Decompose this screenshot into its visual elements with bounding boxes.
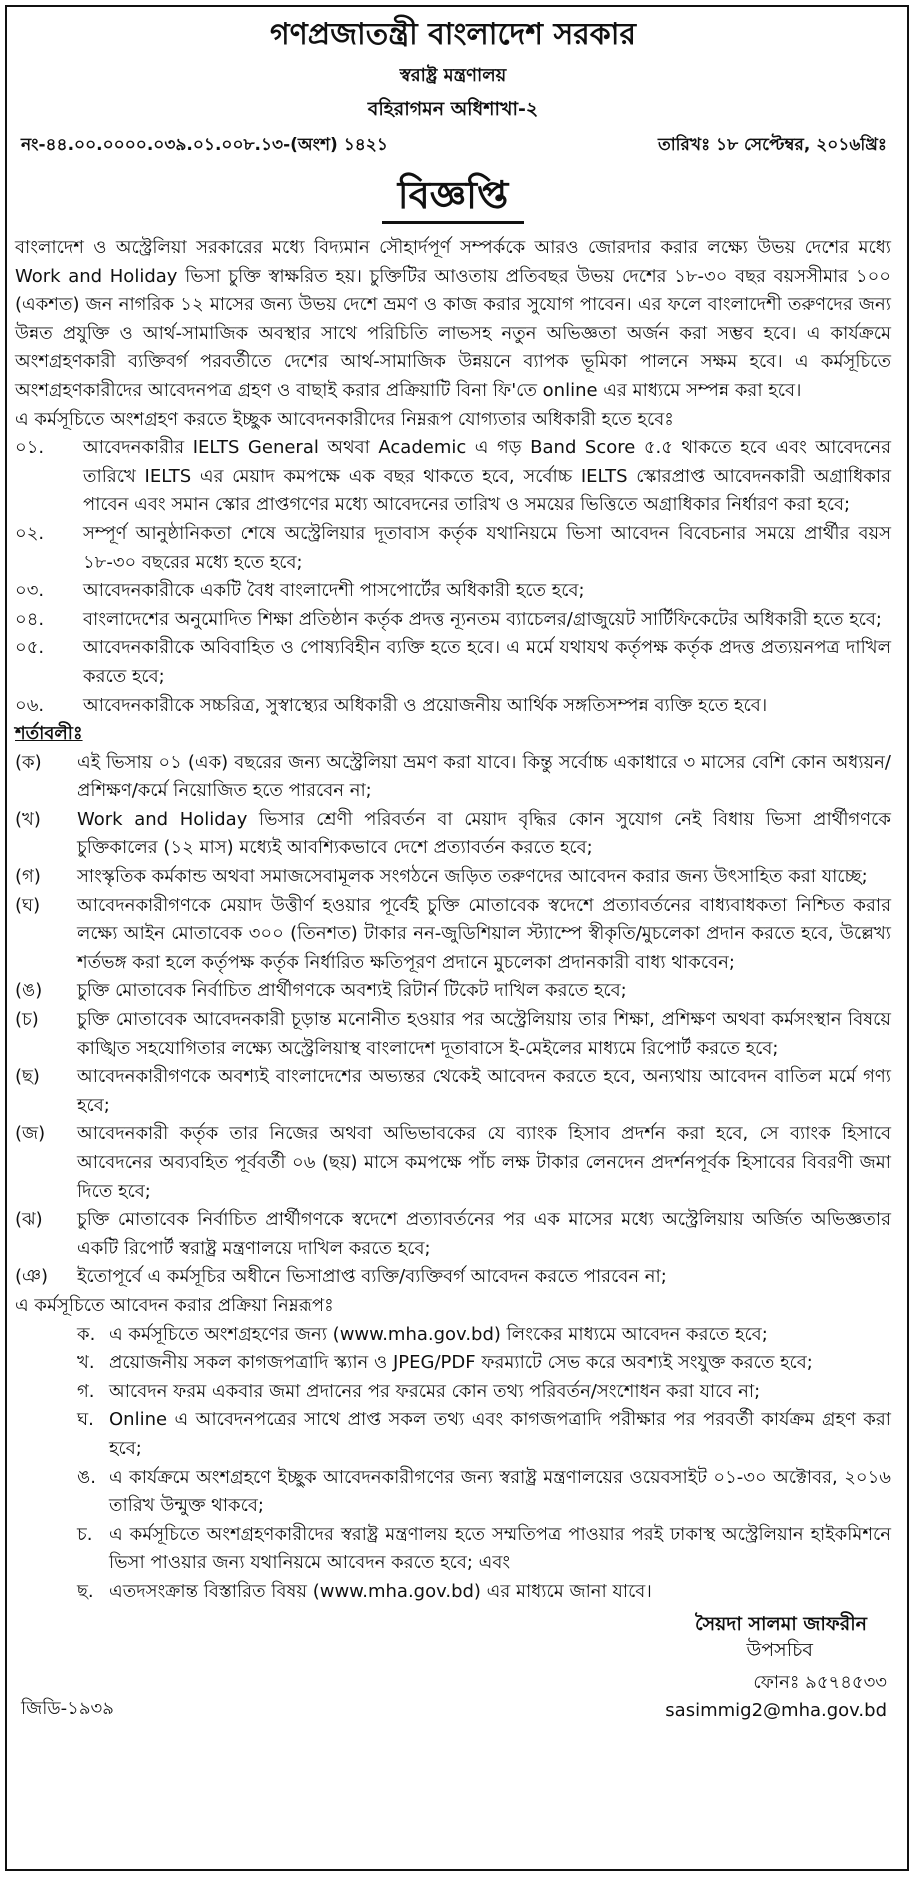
condition-item <box>15 749 891 806</box>
item-text: চুক্তি মোতাবেক আবেদনকারী চূড়ান্ত মনোনীত হওয়ার পর অস্ট্রেলিয়ায় তার শিক্ষা, প্রশিক্ষণ অথবা কর্মসংস্থান বিষয়ে কাঙ্খিত সহযোগিতার লক্ষ্যে অস্ট্রেলিয়াস্থ বাংলাদেশ দূতাবাসে ই-মেইলের মাধ্যমে রিপোর্ট করতে হবে; <box>77 1009 891 1059</box>
condition-item <box>15 1006 891 1063</box>
item-number: ০২. <box>15 522 45 544</box>
item-text: এ কার্যক্রমে অংশগ্রহণে ইচ্ছুক আবেদনকারীগণের জন্য স্বরাষ্ট্র মন্ত্রণালয়ের ওয়েবসাইট ০১-৩০ অক্টোবর, ২০১৬ তারিখ উন্মুক্ত থাকবে; <box>109 1466 891 1517</box>
condition-item <box>15 1063 891 1120</box>
item-text: প্রয়োজনীয় সকল কাগজপত্রাদি স্ক্যান ও JPEG/PDF ফরম্যাটে সেভ করে অবশ্যই সংযুক্ত করতে হবে; <box>109 1352 813 1374</box>
eligibility-intro: এ কর্মসূচিতে অংশগ্রহণ করতে ইচ্ছুক আবেদনকারীদের নিম্নরূপ যোগ্যতার অধিকারী হতে হবেঃ <box>15 408 674 430</box>
condition-item <box>15 892 891 978</box>
procedure-item <box>15 1464 891 1521</box>
item-number: ০৫. <box>15 637 45 659</box>
item-text: আবেদন ফরম একবার জমা প্রদানের পর ফরমের কোন তথ্য পরিবর্তন/সংশোধন করা যাবে না; <box>109 1380 761 1402</box>
item-number: ঙ. <box>77 1466 96 1488</box>
wing-name: বহিরাগমন অধিশাখা-২ <box>367 98 539 120</box>
item-text: এ কর্মসূচিতে অংশগ্রহণের জন্য (www.mha.gov.bd) লিংকের মাধ্যমে আবেদন করতে হবে; <box>109 1323 768 1345</box>
notice-date: তারিখঃ ১৮ সেপ্টেম্বর, ২০১৬খ্রিঃ <box>658 135 887 155</box>
item-number: (ঞ) <box>15 1266 49 1288</box>
intro-paragraph: বাংলাদেশ ও অস্ট্রেলিয়া সরকারের মধ্যে বিদ্যমান সৌহার্দপূর্ণ সম্পর্ককে আরও জোরদার করার লক্ষ্যে উভয় দেশের মধ্যে Work and Holiday ভিসা চুক্তি স্বাক্ষরিত হয়। চুক্তিটির আওতায় প্রতিবছর উভয় দেশের ১৮-৩০ বছর বয়সসীমার ১০০ (একশত) জন নাগরিক ১২ মাসের জন্য উভয় দেশে ভ্রমণ ও কাজ করার সুযোগ পাবেন। এর ফলে বাংলাদেশী তরুণদের জন্য উন্নত প্রযুক্তি ও আর্থ-সামাজিক অবস্থার সাথে পরিচিতি লাভসহ নতুন অভিজ্ঞতা অর্জন করা সম্ভব হবে। এ কার্যক্রমে অংশগ্রহণকারী ব্যক্তিবর্গ পরবর্তীতে দেশের আর্থ-সামাজিক উন্নয়নে ব্যাপক ভূমিকা পালনে সক্ষম হবে। এ কর্মসূচিতে অংশগ্রহণকারীদের আবেদনপত্র গ্রহণ ও বাছাই করার প্রক্রিয়াটি বিনা ফি'তে online এর মাধ্যমে সম্পন্ন করা হবে। <box>15 237 891 401</box>
item-number: চ. <box>77 1523 93 1545</box>
condition-item <box>15 806 891 863</box>
item-text: Work and Holiday ভিসার শ্রেণী পরিবর্তন বা মেয়াদ বৃদ্ধির কোন সুযোগ নেই বিধায় ভিসা প্রার্থীগণকে চুক্তিকালের (১২ মাস) মধ্যেই আবশ্যিকভাবে দেশে প্রত্যাবর্তন করতে হবে; <box>77 808 891 859</box>
item-text: Online এ আবেদনপত্রের সাথে প্রাপ্ত সকল তথ্য এবং কাগজপত্রাদি পরীক্ষার পর পরবর্তী কার্যক্রম গ্রহণ করা হবে; <box>109 1409 891 1459</box>
procedure-intro: এ কর্মসূচিতে আবেদন করার প্রক্রিয়া নিম্নরূপঃ <box>15 1294 334 1316</box>
item-text: ইতোপূর্বে এ কর্মসূচির অধীনে ভিসাপ্রাপ্ত ব্যক্তি/ব্যক্তিবর্গ আবেদন করতে পারবেন না; <box>77 1266 667 1288</box>
item-number: ক. <box>77 1323 96 1345</box>
procedure-item <box>15 1349 891 1378</box>
eligibility-item <box>15 692 891 721</box>
eligibility-item <box>15 577 891 606</box>
government-title: গণপ্রজাতন্ত্রী বাংলাদেশ সরকার <box>270 17 636 52</box>
procedure-item <box>15 1378 891 1407</box>
item-number: (জ) <box>15 1123 46 1145</box>
item-number: (ছ) <box>15 1066 40 1088</box>
item-text: সাংস্কৃতিক কর্মকান্ড অথবা সমাজসেবামূলক সংগঠনে জড়িত তরুণদের আবেদন করার জন্য উৎসাহিত করা যাচ্ছে; <box>77 866 868 888</box>
gd-number: জিডি-১৯৩৯ <box>21 1697 114 1719</box>
item-text: সম্পূর্ণ আনুষ্ঠানিকতা শেষে অস্ট্রেলিয়ার দূতাবাস কর্তৃক যথানিয়মে ভিসা আবেদন বিবেচনার সময়ে প্রার্থীর বয়স ১৮-৩০ বছরের মধ্যে হতে হবে; <box>83 522 891 573</box>
item-text: আবেদনকারীকে অবিবাহিত ও পোষ্যবিহীন ব্যক্তি হতে হবে। এ মর্মে যথাযথ কর্তৃপক্ষ কর্তৃক প্রদত্ত প্রত্যয়নপত্র দাখিল করতে হবে; <box>83 637 891 687</box>
signatory-designation: উপসচিব <box>746 1638 813 1661</box>
eligibility-item <box>15 520 891 577</box>
signatory-name: সৈয়দা সালমা জাফরীন <box>694 1612 867 1635</box>
item-number: (ঘ) <box>15 894 41 916</box>
item-number: (খ) <box>15 808 41 830</box>
item-text: এই ভিসায় ০১ (এক) বছরের জন্য অস্ট্রেলিয়া ভ্রমণ করা যাবে। কিন্তু সর্বোচ্চ একাধারে ৩ মাসের বেশি কোন অধ্যয়ন/প্রশিক্ষণ/কর্মে নিয়োজিত হতে পারবেন না; <box>77 751 891 802</box>
item-text: আবেদনকারী কর্তৃক তার নিজের অথবা অভিভাবকের যে ব্যাংক হিসাব প্রদর্শন করা হবে, সে ব্যাংক হিসাবে আবেদনের অব্যবহিত পূর্ববর্তী ০৬ (ছয়) মাসে কমপক্ষে পাঁচ লক্ষ টাকার লেনদেন প্রদর্শনপূর্বক হিসাবের বিবরণী জমা দিতে হবে; <box>77 1123 891 1202</box>
eligibility-item <box>15 606 891 635</box>
item-number: ০৪. <box>15 608 45 630</box>
item-text: চুক্তি মোতাবেক নির্বাচিত প্রার্থীগণকে স্বদেশে প্রত্যাবর্তনের পর এক মাসের মধ্যে অস্ট্রেলিয়ায় অর্জিত অভিজ্ঞতার একটি রিপোর্ট স্বরাষ্ট্র মন্ত্রণালয়ে দাখিল করতে হবে; <box>77 1209 891 1259</box>
condition-item <box>15 863 891 892</box>
item-number: খ. <box>77 1352 95 1374</box>
phone-number: ফোনঃ ৯৫৭৪৫৩৩ <box>753 1671 887 1693</box>
item-text: চুক্তি মোতাবেক নির্বাচিত প্রার্থীগণকে অবশ্যই রিটার্ন টিকেট দাখিল করতে হবে; <box>77 980 627 1002</box>
eligibility-list <box>15 434 891 720</box>
conditions-heading: শর্তাবলীঃ <box>15 723 83 745</box>
item-text: আবেদনকারীগণকে অবশ্যই বাংলাদেশের অভ্যন্তর থেকেই আবেদন করতে হবে, অন্যথায় আবেদন বাতিল মর্মে গণ্য হবে; <box>77 1066 891 1116</box>
procedure-item <box>15 1406 891 1463</box>
conditions-list <box>15 749 891 1292</box>
procedure-list <box>15 1321 891 1607</box>
item-text: আবেদনকারীকে একটি বৈধ বাংলাদেশী পাসপোর্টের অধিকারী হতে হবে; <box>83 580 585 602</box>
item-text: এ কর্মসূচিতে অংশগ্রহণকারীদের স্বরাষ্ট্র মন্ত্রণালয় হতে সম্মতিপত্র পাওয়ার পরই ঢাকাস্থ অস্ট্রেলিয়ান হাইকমিশনে ভিসা পাওয়ার জন্য যথানিয়মে আবেদন করতে হবে; এবং <box>109 1523 891 1574</box>
condition-item <box>15 1263 891 1292</box>
item-text: আবেদনকারীগণকে মেয়াদ উত্তীর্ণ হওয়ার পূর্বেই চুক্তি মোতাবেক স্বদেশে প্রত্যাবর্তনের বাধ্যবাধকতা নিশ্চিত করার লক্ষ্যে আইন মোতাবেক ৩০০ (তিনশত) টাকার নন-জুডিশিয়াল স্ট্যাম্পে স্বীকৃতি/মুচলেকা প্রদান করতে হবে, উল্লেখ্য শর্তভঙ্গ করা হলে কর্তৃপক্ষ কর্তৃক নির্ধারিত ক্ষতিপূরণ প্রদানে মুচলেকা প্রদানকারী বাধ্য থাকবেন; <box>77 894 891 973</box>
notice-title-wrap <box>15 169 891 224</box>
procedure-item <box>15 1578 891 1607</box>
condition-item <box>15 1206 891 1263</box>
item-number: ছ. <box>77 1580 94 1602</box>
reference-row <box>15 133 891 157</box>
item-text: বাংলাদেশের অনুমোদিত শিক্ষা প্রতিষ্ঠান কর্তৃক প্রদত্ত ন্যূনতম ব্যাচেলর/গ্রাজুয়েট সার্টিফিকেটের অধিকারী হতে হবে; <box>83 608 882 630</box>
item-number: গ. <box>77 1380 95 1402</box>
item-number: (ঙ) <box>15 980 43 1002</box>
signature-block <box>15 1611 891 1663</box>
condition-item <box>15 977 891 1006</box>
procedure-item <box>15 1321 891 1350</box>
item-number: (ক) <box>15 751 42 773</box>
footer-row <box>15 1669 891 1725</box>
item-number: ০১. <box>15 437 45 459</box>
contact-info <box>665 1669 887 1725</box>
item-number: ০৩. <box>15 580 45 602</box>
item-text: আবেদনকারীকে সচ্চরিত্র, সুস্বাস্থ্যের অধিকারী ও প্রয়োজনীয় আর্থিক সঙ্গতিসম্পন্ন ব্যক্তি হতে হবে। <box>83 694 768 716</box>
procedure-item <box>15 1521 891 1578</box>
item-text: এতদসংক্রান্ত বিস্তারিত বিষয় (www.mha.gov.bd) এর মাধ্যমে জানা যাবে। <box>109 1580 652 1602</box>
item-number: ঘ. <box>77 1409 94 1431</box>
email-address: sasimmig2@mha.gov.bd <box>665 1699 887 1721</box>
notice-title: বিজ্ঞপ্তি <box>382 169 525 224</box>
reference-number: নং-৪৪.০০.০০০০.০৩৯.০১.০০৮.১৩-(অংশ) ১৪২১ <box>21 135 388 155</box>
notice-document <box>5 5 909 1871</box>
item-number: (গ) <box>15 866 41 888</box>
ministry-name: স্বরাষ্ট্র মন্ত্রণালয় <box>399 65 507 86</box>
eligibility-item <box>15 634 891 691</box>
item-number: (ঝ) <box>15 1209 43 1231</box>
item-number: (চ) <box>15 1009 39 1031</box>
item-number: ০৬. <box>15 694 45 716</box>
eligibility-item <box>15 434 891 520</box>
condition-item <box>15 1120 891 1206</box>
item-text: আবেদনকারীর IELTS General অথবা Academic এ গড় Band Score ৫.৫ থাকতে হবে এবং আবেদনের তারিখে IELTS এর মেয়াদ কমপক্ষে এক বছর থাকতে হবে, সর্বোচ্চ IELTS স্কোরপ্রাপ্ত আবেদনকারী অগ্রাধিকার পাবেন এবং সমান স্কোর প্রাপ্তগণের মধ্যে আবেদনের তারিখ ও সময়ের ভিত্তিতে অগ্রাধিকার নির্ধারণ করা হবে; <box>83 437 891 516</box>
